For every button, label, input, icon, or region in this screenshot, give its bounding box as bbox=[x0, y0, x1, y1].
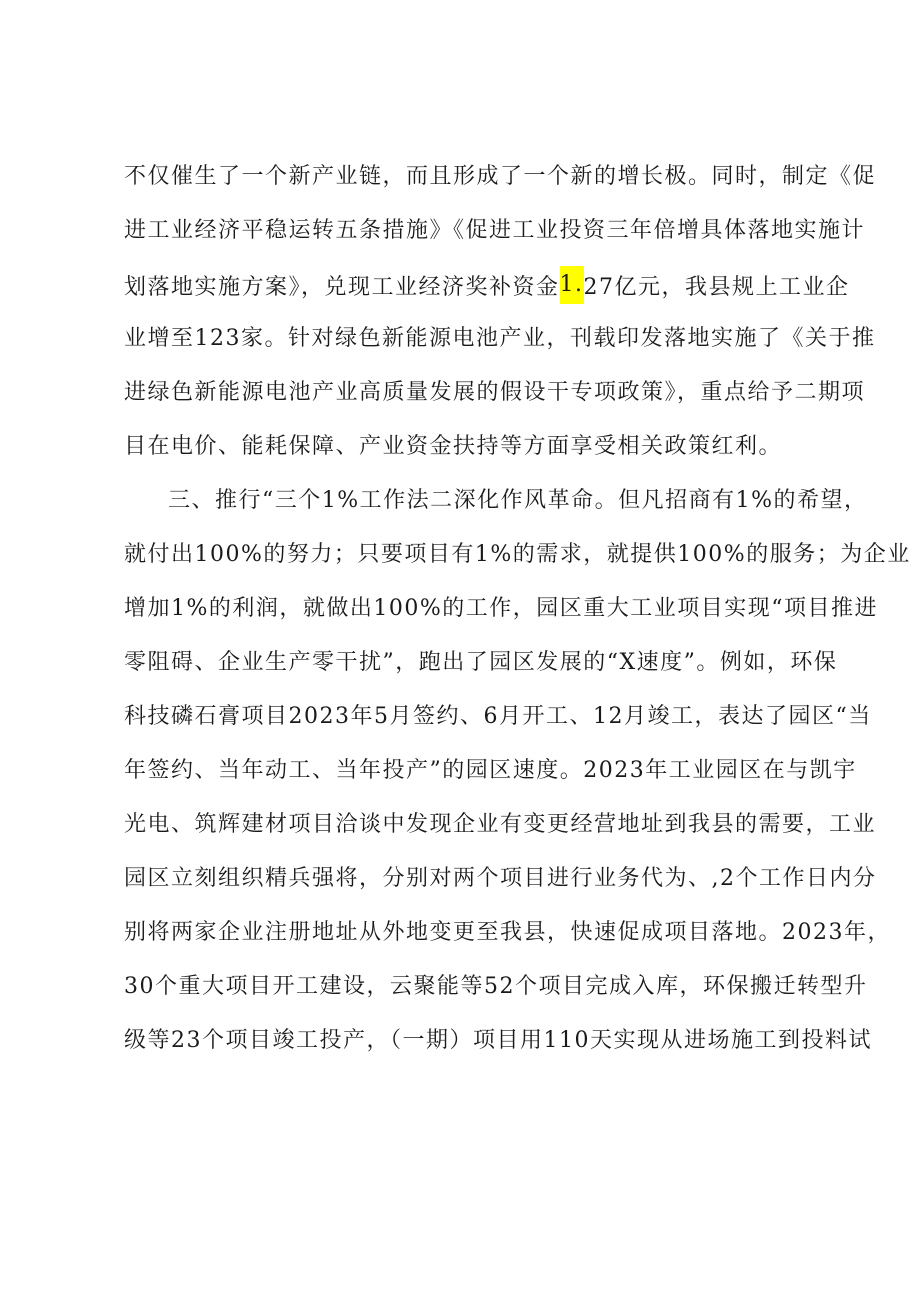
text-line: 零阻碍、企业生产零干扰”，跑出了园区发展的“X速度”。例如，环保 bbox=[124, 650, 838, 675]
text-line: 不仅催生了一个新产业链，而且形成了一个新的增长极。同时，制定《促 bbox=[124, 164, 877, 189]
text-line: 年签约、当年动工、当年投产”的园区速度。2023年工业园区在与凯宇 bbox=[124, 758, 857, 783]
text-line: 光电、筑辉建材项目洽谈中发现企业有变更经营地址到我县的需要，工业 bbox=[124, 812, 877, 837]
highlighted-text: 1. bbox=[560, 266, 584, 304]
text-line bbox=[124, 272, 850, 300]
text-line: 别将两家企业注册地址从外地变更至我县，快速促成项目落地。2023年， bbox=[124, 920, 891, 945]
text-line: 增加1%的利润，就做出100%的工作，园区重大工业项目实现“项目推进 bbox=[124, 596, 879, 621]
text-line: 进工业经济平稳运转五条措施》《促进工业投资三年倍增具体落地实施计 bbox=[124, 218, 866, 243]
body-text bbox=[124, 164, 911, 1082]
text-line: 科技磷石膏项目2023年5月签约、6月开工、12月竣工，表达了园区“当 bbox=[124, 704, 872, 729]
text-line: 30个重大项目开工建设，云聚能等52个项目完成入库，环保搬迁转型升 bbox=[124, 974, 868, 999]
text-line: 就付出100%的努力；只要项目有1%的需求，就提供100%的服务；为企业 bbox=[124, 542, 911, 567]
text-segment: 划落地实施方案》，兑现工业经济奖补资金 bbox=[124, 275, 560, 300]
paragraph-start-line: 三、推行“三个1%工作法二深化作风革命。但凡招商有1%的希望， bbox=[168, 488, 868, 513]
text-segment: 27亿元，我县规上工业企 bbox=[583, 275, 850, 300]
text-line: 园区立刻组织精兵强将，分别对两个项目进行业务代为、,2个工作日内分 bbox=[124, 866, 877, 891]
text-line: 业增至123家。针对绿色新能源电池产业，刊载印发落地实施了《关于推 bbox=[124, 326, 876, 351]
text-line: 目在电价、能耗保障、产业资金扶持等方面享受相关政策红利。 bbox=[124, 434, 783, 459]
text-line: 进绿色新能源电池产业高质量发展的假设干专项政策》，重点给予二期项 bbox=[124, 380, 866, 405]
text-line: 级等23个项目竣工投产，（一期）项目用110天实现从进场施工到投料试 bbox=[124, 1028, 872, 1053]
